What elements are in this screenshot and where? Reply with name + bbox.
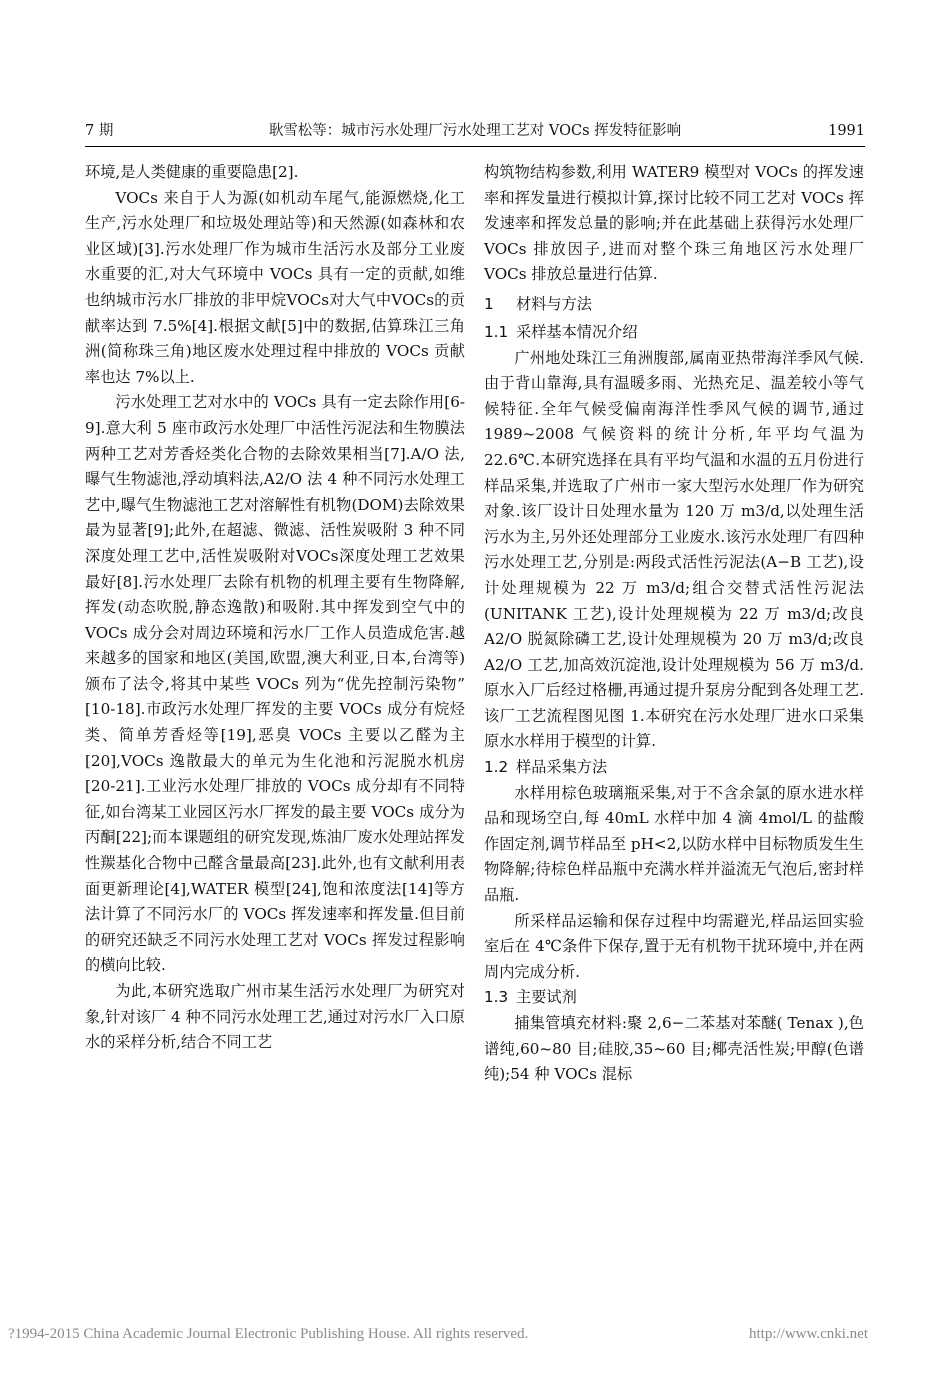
subsection-number: 1.2: [484, 758, 509, 777]
section-number: 1: [484, 294, 494, 313]
paragraph: 为此,本研究选取广州市某生活污水处理厂为研究对象,针对该厂 4 种不同污水处理工艺,通过对污水厂入口原水的采样分析,结合不同工艺: [85, 982, 465, 1052]
paragraph: 构筑物结构参数,利用 WATER9 模型对 VOCs 的挥发速率和挥发量进行模拟计算,探讨比较不同工艺对 VOCs 挥发速率和挥发总量的影响;并在此基础上获得污水处理厂 VOCs 排放因子,进而对整个珠三角地区污水处理厂 VOCs 排放总量进行估算.: [484, 163, 864, 284]
paragraph: 所采样品运输和保存过程中均需避光,样品运回实验室后在 4℃条件下保存,置于无有机物干扰环境中,并在两周内完成分析.: [484, 911, 864, 981]
right-column: [484, 160, 864, 1088]
page-number: 1991: [828, 123, 865, 139]
subsection-title: 采样基本情况介绍: [516, 322, 638, 341]
section-title: 材料与方法: [516, 294, 592, 313]
running-title: 耿雪松等：城市污水处理厂污水处理工艺对 VOCs 挥发特征影响: [268, 123, 682, 139]
paragraph: 污水处理工艺对水中的 VOCs 具有一定去除作用[6-9].意大利 5 座市政污水处理厂中活性污泥法和生物膜法两种工艺对芳香烃类化合物的去除效果相当[7].A/O 法,曝气生物滤池,浮动填料法,A2/O 法 4 种不同污水处理工艺中,曝气生物滤池工艺对溶解性有机物(DOM)去除效果最为显著[9];此外,在超滤、微滤、活性炭吸附 3 种不同深度处理工艺中,活性炭吸附对VOCs深度处理工艺效果最好[8].污水处理厂去除有机物的机理主要有生物降解,挥发(动态吹脱,静态逸散)和吸附.其中挥发到空气中的 VOCs 成分会对周边环境和污水厂工作人员造成危害.越来越多的国家和地区(美国,欧盟,澳大利亚,日本,台湾等)颁布了法令,将其中某些 VOCs 列为“优先控制污染物” [10-18].市政污水处理厂挥发的主要 VOCs 成分有烷烃类、简单芳香烃等[19],恶臭 VOCs 主要以乙醛为主[20],VOCs 逸散最大的单元为生化池和污泥脱水机房[20-21].工业污水处理厂排放的 VOCs 成分却有不同特征,如台湾某工业园区污水厂挥发的最主要 VOCs 成分为丙酮[22];而本课题组的研究发现,炼油厂废水处理站挥发性羰基化合物中己醛含量最高[23].此外,也有文献利用表面更新理论[4],WATER 模型[24],饱和浓度法[14]等方法计算了不同污水厂的 VOCs 挥发速率和挥发量.但目前的研究还缺乏不同污水处理工艺对 VOCs 挥发过程影响的横向比较.: [85, 393, 465, 975]
issue-number: 7 期: [85, 123, 114, 139]
copyright-notice: ?1994-2015 China Academic Journal Electronic Publishing House. All rights reserved.: [8, 1326, 529, 1342]
footer-link[interactable]: http://www.cnki.net: [748, 1326, 868, 1342]
page-header: [85, 121, 865, 141]
left-column: [85, 160, 465, 1056]
subsection-title: 主要试剂: [516, 988, 577, 1007]
section-heading: [484, 291, 864, 317]
paragraph: 捕集管填充材料:聚 2,6−二苯基对苯醚( Tenax ),色谱纯,60~80 目;硅胶,35~60 目;椰壳活性炭;甲醇(色谱纯);54 种 VOCs 混标: [484, 1014, 864, 1084]
subsection-heading: [484, 755, 864, 781]
subsection-number: 1.3: [484, 988, 509, 1007]
subsection-number: 1.1: [484, 322, 509, 341]
subsection-title: 样品采集方法: [516, 758, 608, 777]
subsection-heading: [484, 320, 864, 346]
paragraph: VOCs 来自于人为源(如机动车尾气,能源燃烧,化工生产,污水处理厂和垃圾处理站等)和天然源(如森林和农业区域)[3].污水处理厂作为城市生活污水及部分工业废水重要的汇,对大气环境中 VOCs 具有一定的贡献,如维也纳城市污水厂排放的非甲烷VOCs对大气中VOCs的贡献率达到 7.5%[4].根据文献[5]中的数据,估算珠江三角洲(简称珠三角)地区废水处理过程中排放的 VOCs 贡献率也达 7%以上.: [85, 188, 465, 386]
header-rule: [85, 146, 865, 147]
subsection-heading: [484, 985, 864, 1011]
paragraph: 水样用棕色玻璃瓶采集,对于不含余氯的原水进水样品和现场空白,每 40mL 水样中加 4 滴 4mol/L 的盐酸作固定剂,调节样品至 pH<2,以防水样中目标物质发生生物降解;待棕色样品瓶中充满水样并溢流无气泡后,密封样品瓶.: [484, 783, 864, 905]
paragraph: 环境,是人类健康的重要隐患[2].: [85, 163, 299, 181]
page-footer: [8, 1322, 868, 1346]
paragraph: 广州地处珠江三角洲腹部,属南亚热带海洋季风气候.由于背山靠海,具有温暖多雨、光热充足、温差较小等气候特征.全年气候受偏南海洋性季风气候的调节,通过 1989~2008 气候资料的统计分析,年平均气温为 22.6℃.本研究选择在具有平均气温和水温的五月份进行样品采集,并选取了广州市一家大型污水处理厂作为研究对象.该厂设计日处理水量为 120 万 m3/d,以处理生活污水为主,另外还处理部分工业废水.该污水处理厂有四种污水处理工艺,分别是:两段式活性污泥法(A−B 工艺),设计处理规模为 22 万 m3/d;组合交替式活性污泥法(UNITANK 工艺),设计处理规模为 22 万 m3/d;改良 A2/O 脱氮除磷工艺,设计处理规模为 20 万 m3/d;改良 A2/O 工艺,加高效沉淀池,设计处理规模为 56 万 m3/d.原水入厂后经过格栅,再通过提升泵房分配到各处理工艺.该厂工艺流程图见图 1.本研究在污水处理厂进水口采集原水水样用于模型的计算.: [484, 348, 864, 751]
